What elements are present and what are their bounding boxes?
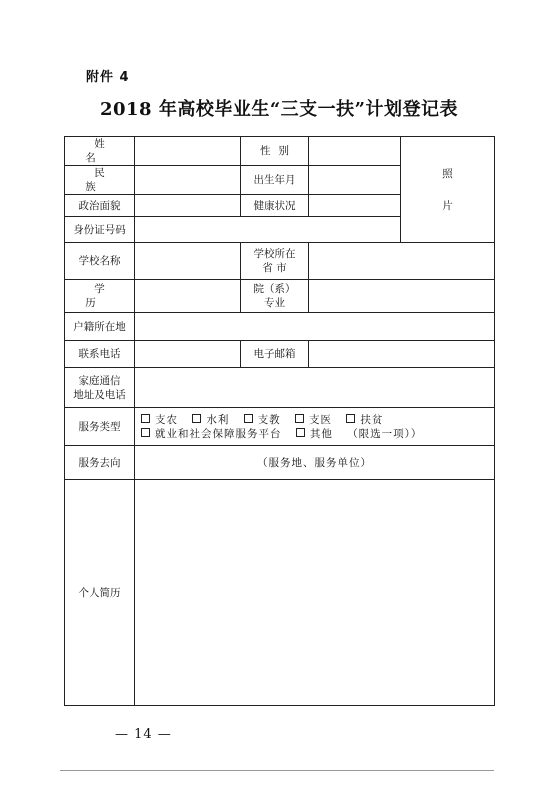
name-label: 姓名 — [65, 137, 135, 166]
phone-field[interactable] — [135, 341, 241, 368]
phone-label: 联系电话 — [65, 341, 135, 368]
ethnicity-field[interactable] — [135, 166, 241, 195]
service-destination-label: 服务去向 — [65, 446, 135, 480]
gender-label: 性别 — [241, 137, 309, 166]
service-option-medical[interactable]: 支医 — [295, 414, 332, 426]
email-field[interactable] — [309, 341, 495, 368]
household-label: 户籍所在地 — [65, 313, 135, 341]
home-address-field[interactable] — [135, 368, 495, 408]
id-number-label: 身份证号码 — [65, 217, 135, 243]
page-number: — 14 — — [115, 727, 172, 742]
id-number-field[interactable] — [135, 217, 401, 243]
birth-date-label: 出生年月 — [241, 166, 309, 195]
service-destination-hint: （服务地、服务单位） — [257, 456, 372, 469]
photo-label-2: 片 — [442, 199, 453, 212]
attachment-label: 附件 4 — [86, 70, 130, 85]
school-name-field[interactable] — [135, 243, 241, 280]
document-title: 2018 年高校毕业生“三支一扶”计划登记表 — [99, 99, 459, 120]
service-option-agriculture[interactable]: 支农 — [141, 414, 178, 426]
resume-field[interactable] — [135, 480, 495, 706]
gender-field[interactable] — [309, 137, 401, 166]
service-options-row-2 — [135, 427, 494, 441]
school-name-label: 学校名称 — [65, 243, 135, 280]
service-type-label: 服务类型 — [65, 408, 135, 446]
education-label: 学历 — [65, 280, 135, 313]
checkbox-icon — [141, 414, 150, 423]
checkbox-icon — [296, 428, 305, 437]
name-field[interactable] — [135, 137, 241, 166]
checkbox-icon — [295, 414, 304, 423]
photo-label-1: 照 — [442, 167, 453, 180]
political-status-field[interactable] — [135, 195, 241, 217]
service-options-row-1 — [135, 413, 494, 427]
resume-label: 个人简历 — [65, 480, 135, 706]
household-field[interactable] — [135, 313, 495, 341]
service-option-poverty[interactable]: 扶贫 — [346, 414, 383, 426]
checkbox-icon — [244, 414, 253, 423]
department-label: 院（系） 专业 — [241, 280, 309, 313]
service-option-water[interactable]: 水利 — [192, 414, 229, 426]
registration-form — [64, 136, 495, 706]
checkbox-icon — [192, 414, 201, 423]
email-label: 电子邮箱 — [241, 341, 309, 368]
ethnicity-label: 民族 — [65, 166, 135, 195]
checkbox-icon — [141, 428, 150, 437]
health-field[interactable] — [309, 195, 401, 217]
service-option-education[interactable]: 支教 — [244, 414, 281, 426]
department-field[interactable] — [309, 280, 495, 313]
service-option-employment-platform[interactable]: 就业和社会保障服务平台 — [141, 428, 282, 440]
home-address-label: 家庭通信 地址及电话 — [65, 368, 135, 408]
school-location-label: 学校所在 省 市 — [241, 243, 309, 280]
political-status-label: 政治面貌 — [65, 195, 135, 217]
service-option-other[interactable]: 其他 — [296, 428, 333, 440]
service-note: （限选一项）） — [347, 427, 423, 440]
checkbox-icon — [346, 414, 355, 423]
education-field[interactable] — [135, 280, 241, 313]
service-destination-field[interactable] — [135, 446, 495, 480]
service-type-options — [135, 408, 495, 446]
school-location-field[interactable] — [309, 243, 495, 280]
bottom-divider — [60, 770, 494, 771]
photo-area[interactable] — [401, 137, 495, 243]
birth-date-field[interactable] — [309, 166, 401, 195]
health-label: 健康状况 — [241, 195, 309, 217]
